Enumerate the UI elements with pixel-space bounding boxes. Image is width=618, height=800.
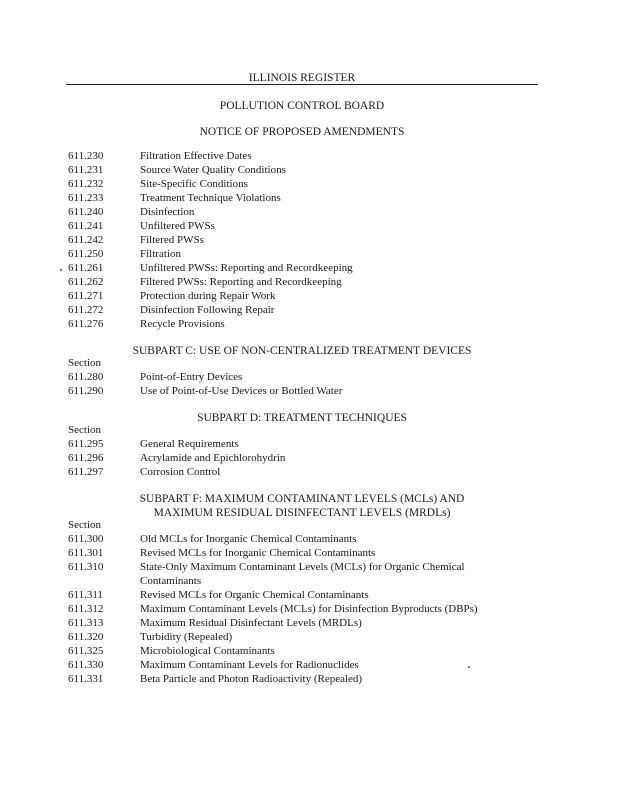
section-title: Acrylamide and Epichlorohydrin (140, 452, 286, 464)
section-number: 611.296 (68, 452, 104, 464)
section-label: Section (68, 424, 101, 436)
list-item (0, 561, 618, 575)
list-item (0, 438, 618, 452)
section-number: 611.271 (68, 290, 104, 302)
section-number: 611.241 (68, 220, 104, 232)
list-item (0, 220, 618, 234)
section-title: Disinfection Following Repair (140, 304, 275, 316)
section-title: Filtered PWSs (140, 234, 204, 246)
list-item (0, 645, 618, 659)
section-number: 611.297 (68, 466, 104, 478)
section-label: Section (68, 519, 101, 531)
section-label: Section (68, 357, 101, 369)
section-number: 611.230 (68, 150, 104, 162)
section-title: Corrosion Control (140, 466, 221, 478)
section-number: 611.300 (68, 533, 104, 545)
section-number: 611.325 (68, 645, 104, 657)
list-item (0, 262, 618, 276)
section-number: 611.295 (68, 438, 104, 450)
section-number: 611.312 (68, 603, 104, 615)
section-title: General Requirements (140, 438, 239, 450)
section-title: State-Only Maximum Contaminant Levels (MCLs) for Organic Chemical (140, 561, 465, 573)
list-item (0, 178, 618, 192)
section-title: Filtration Effective Dates (140, 150, 252, 162)
list-item (0, 304, 618, 318)
list-item (0, 248, 618, 262)
list-item (0, 164, 618, 178)
section-number: 611.280 (68, 371, 104, 383)
section-title: Source Water Quality Conditions (140, 164, 286, 176)
section-number: 611.272 (68, 304, 104, 316)
section-title: Unfiltered PWSs: Reporting and Recordkeeping (140, 262, 353, 274)
section-number: 611.233 (68, 192, 104, 204)
subpart-f-heading-line1: SUBPART F: MAXIMUM CONTAMINANT LEVELS (MCLs) AND (139, 493, 465, 505)
subpart-f-heading-line2: MAXIMUM RESIDUAL DISINFECTANT LEVELS (MRDLs) (153, 507, 451, 519)
list-item (0, 659, 618, 673)
section-number: 611.232 (68, 178, 104, 190)
list-item (0, 603, 618, 617)
list-item (0, 206, 618, 220)
section-title: Maximum Contaminant Levels for Radionuclides (140, 659, 359, 671)
list-item (0, 234, 618, 248)
notice-title: NOTICE OF PROPOSED AMENDMENTS (199, 126, 405, 138)
section-title: Turbidity (Repealed) (140, 631, 233, 643)
section-number: 611.331 (68, 673, 104, 685)
section-title: Revised MCLs for Organic Chemical Contaminants (140, 589, 369, 601)
section-title: Filtration (140, 248, 181, 260)
section-title: Site-Specific Conditions (140, 178, 248, 190)
section-number: 611.320 (68, 631, 104, 643)
list-item (0, 371, 618, 385)
section-number: 611.290 (68, 385, 104, 397)
section-title: Use of Point-of-Use Devices or Bottled Water (140, 385, 343, 397)
list-item (0, 589, 618, 603)
list-item (0, 533, 618, 547)
list-item (0, 276, 618, 290)
section-title: Unfiltered PWSs (140, 220, 215, 232)
list-item (0, 466, 618, 480)
list-item (0, 575, 618, 589)
list-item (0, 290, 618, 304)
subpart-c-heading: SUBPART C: USE OF NON-CENTRALIZED TREATMENT DEVICES (132, 345, 472, 357)
section-number: 611.310 (68, 561, 104, 573)
section-title: Microbiological Contaminants (140, 645, 275, 657)
section-title: Maximum Residual Disinfectant Levels (MRDLs) (140, 617, 362, 629)
subpart-d-heading: SUBPART D: TREATMENT TECHNIQUES (197, 412, 407, 424)
list-item (0, 150, 618, 164)
section-title: Recycle Provisions (140, 318, 225, 330)
list-item (0, 452, 618, 466)
section-title: Disinfection (140, 206, 195, 218)
section-number: 611.311 (68, 589, 103, 601)
section-number: 611.330 (68, 659, 104, 671)
section-title: Old MCLs for Inorganic Chemical Contaminants (140, 533, 357, 545)
section-number: 611.313 (68, 617, 104, 629)
section-number: 611.276 (68, 318, 104, 330)
section-number: 611.261 (68, 262, 104, 274)
list-item (0, 547, 618, 561)
section-number: 611.301 (68, 547, 104, 559)
section-number: 611.250 (68, 248, 104, 260)
section-number: 611.240 (68, 206, 104, 218)
list-item (0, 673, 618, 687)
section-title: Protection during Repair Work (140, 290, 276, 302)
list-item (0, 617, 618, 631)
list-item (0, 192, 618, 206)
margin-mark (60, 269, 62, 271)
list-item (0, 385, 618, 399)
section-title: Contaminants (140, 575, 202, 587)
section-number: 611.262 (68, 276, 104, 288)
section-title: Treatment Technique Violations (140, 192, 281, 204)
section-number: 611.242 (68, 234, 104, 246)
section-number: 611.231 (68, 164, 104, 176)
board-title: POLLUTION CONTROL BOARD (219, 100, 385, 112)
register-title: ILLINOIS REGISTER (248, 72, 356, 84)
scan-speck (468, 666, 470, 668)
section-title: Filtered PWSs: Reporting and Recordkeeping (140, 276, 342, 288)
list-item (0, 631, 618, 645)
section-title: Maximum Contaminant Levels (MCLs) for Disinfection Byproducts (DBPs) (140, 603, 478, 615)
section-title: Point-of-Entry Devices (140, 371, 243, 383)
section-title: Beta Particle and Photon Radioactivity (Repealed) (140, 673, 363, 685)
section-title: Revised MCLs for Inorganic Chemical Contaminants (140, 547, 376, 559)
list-item (0, 318, 618, 332)
